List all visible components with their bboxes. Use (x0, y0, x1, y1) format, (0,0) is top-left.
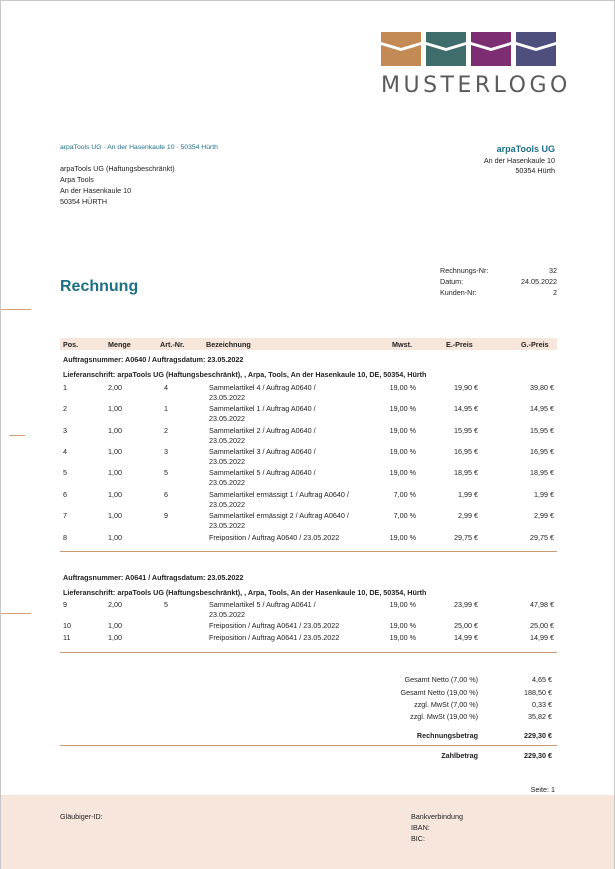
group-divider (60, 652, 557, 653)
cell-bezeichnung (209, 621, 339, 631)
cell-bezeichnung (209, 426, 316, 445)
total-value: 229,30 € (524, 731, 552, 740)
delivery-address: Lieferanschrift: arpaTools UG (Haftungsbeschränkt), , Arpa, Tools, An der Hasenkaule 10, DE, 50354, Hürth (63, 370, 427, 379)
bezeichnung-line: Sammelartikel ermässigt 1 / Auftrag A0640 / (209, 490, 349, 499)
cell-menge: 1,00 (108, 447, 122, 456)
company-street: An der Hasenkaule 10 (483, 156, 555, 165)
totals-divider (60, 745, 557, 746)
footer (1, 795, 614, 869)
cell-mwst: 7,00 % (393, 490, 416, 499)
cell-art: 2 (164, 426, 168, 435)
punch-mark (9, 435, 25, 436)
bezeichnung-line: Freiposition / Auftrag A0641 / 23.05.2022 (209, 621, 340, 630)
cell-bezeichnung (209, 404, 316, 423)
cell-art: 4 (164, 383, 168, 392)
payment-amount-value: 229,30 € (524, 751, 552, 760)
cell-menge: 1,00 (108, 633, 122, 642)
cell-mwst: 19,00 % (389, 404, 416, 413)
bezeichnung-line: 23.05.2022 (209, 413, 245, 423)
cell-bezeichnung (209, 468, 316, 487)
cell-gpreis: 15,95 € (530, 426, 554, 435)
meta-value: 2 (553, 288, 557, 297)
bezeichnung-line: 23.05.2022 (209, 609, 245, 619)
cell-epreis: 29,75 € (454, 533, 478, 542)
cell-mwst: 7,00 % (393, 511, 416, 520)
recipient-line: Arpa Tools (60, 175, 94, 184)
meta-label: Datum: (440, 277, 464, 286)
cell-bezeichnung (209, 490, 349, 509)
meta-label: Rechnungs-Nr: (440, 266, 489, 275)
logo-tiles (381, 32, 557, 66)
bezeichnung-line: Freiposition / Auftrag A0641 / 23.05.2022 (209, 633, 340, 642)
company-block (484, 144, 555, 176)
cell-pos: 8 (63, 533, 67, 542)
cell-menge: 2,00 (108, 383, 122, 392)
cell-art: 9 (164, 511, 168, 520)
cell-bezeichnung (209, 447, 316, 466)
total-value: 35,82 € (528, 712, 552, 721)
cell-gpreis: 16,95 € (530, 447, 554, 456)
recipient-line: arpaTools UG (Haftungsbeschränkt) (60, 164, 175, 173)
cell-mwst: 19,00 % (389, 533, 416, 542)
bezeichnung-line: Sammelartikel ermässigt 2 / Auftrag A0640 / (209, 511, 349, 520)
logo-tile-top (381, 32, 421, 48)
total-value: 0,33 € (532, 700, 552, 709)
cell-gpreis: 2,99 € (534, 511, 554, 520)
cell-gpreis: 39,80 € (530, 383, 554, 392)
cell-menge: 1,00 (108, 533, 122, 542)
cell-epreis: 19,90 € (454, 383, 478, 392)
bezeichnung-line: Sammelartikel 5 / Auftrag A0641 / (209, 600, 316, 609)
logo-tile-bottom (426, 45, 466, 66)
company-name: arpaTools UG (496, 144, 555, 154)
total-value: 188,50 € (524, 688, 552, 697)
cell-bezeichnung (209, 600, 316, 619)
sender-line: arpaTools UG · An der Hasenkaule 10 · 50354 Hürth (60, 144, 218, 151)
bezeichnung-line: 23.05.2022 (209, 435, 245, 445)
cell-epreis: 23,99 € (454, 600, 478, 609)
bezeichnung-line: 23.05.2022 (209, 392, 245, 402)
cell-gpreis: 1,99 € (534, 490, 554, 499)
logo-tile-bottom (381, 45, 421, 66)
cell-pos: 6 (63, 490, 67, 499)
cell-pos: 2 (63, 404, 67, 413)
meta-customer-number (440, 287, 557, 298)
cell-menge: 1,00 (108, 468, 122, 477)
cell-mwst: 19,00 % (389, 447, 416, 456)
iban-label: IBAN: (411, 823, 430, 832)
cell-menge: 1,00 (108, 511, 122, 520)
cell-gpreis: 18,95 € (530, 468, 554, 477)
bezeichnung-line: Sammelartikel 2 / Auftrag A0640 / (209, 426, 316, 435)
cell-epreis: 14,99 € (454, 633, 478, 642)
cell-epreis: 16,95 € (454, 447, 478, 456)
total-label: Rechnungsbetrag (416, 731, 478, 740)
cell-art: 6 (164, 490, 168, 499)
bezeichnung-line: Freiposition / Auftrag A0640 / 23.05.2022 (209, 533, 340, 542)
invoice-meta (440, 265, 557, 298)
logo-tile-top (516, 32, 556, 48)
bezeichnung-line: 23.05.2022 (209, 456, 245, 466)
logo-tile-bottom (471, 45, 511, 66)
total-label: Gesamt Netto (7,00 %) (404, 675, 478, 684)
logo-tile-top (471, 32, 511, 48)
cell-menge: 2,00 (108, 600, 122, 609)
order-heading: Auftragsnummer: A0640 / Auftragsdatum: 23.05.2022 (63, 355, 244, 364)
cell-mwst: 19,00 % (389, 600, 416, 609)
cell-epreis: 2,99 € (458, 511, 478, 520)
cell-pos: 9 (63, 600, 67, 609)
fold-mark (1, 309, 31, 310)
cell-gpreis: 14,95 € (530, 404, 554, 413)
page-number: Seite: 1 (530, 785, 555, 794)
bezeichnung-line: Sammelartikel 3 / Auftrag A0640 / (209, 447, 316, 456)
cell-mwst: 19,00 % (389, 383, 416, 392)
delivery-address: Lieferanschrift: arpaTools UG (Haftungsbeschränkt), , Arpa, Tools, An der Hasenkaule 10, DE, 50354, Hürth (63, 588, 427, 597)
col-mwst: Mwst. (392, 340, 412, 349)
cell-art: 5 (164, 468, 168, 477)
cell-mwst: 19,00 % (389, 633, 416, 642)
logo-tile-bottom (516, 45, 556, 66)
total-value: 4,65 € (532, 675, 552, 684)
order-heading: Auftragsnummer: A0641 / Auftragsdatum: 23.05.2022 (63, 573, 244, 582)
cell-pos: 4 (63, 447, 67, 456)
fold-mark (1, 613, 31, 614)
creditor-id-label: Gläubiger-ID: (60, 812, 103, 821)
cell-pos: 10 (63, 621, 71, 630)
cell-pos: 1 (63, 383, 67, 392)
bic-label: BIC: (411, 834, 425, 843)
logo-tile-top (426, 32, 466, 48)
bezeichnung-line: Sammelartikel 5 / Auftrag A0640 / (209, 468, 316, 477)
cell-gpreis: 14,99 € (530, 633, 554, 642)
cell-menge: 1,00 (108, 621, 122, 630)
cell-bezeichnung (209, 383, 316, 402)
table-header (60, 338, 557, 350)
cell-bezeichnung (209, 533, 339, 543)
cell-bezeichnung (209, 511, 349, 530)
document-title: Rechnung (60, 278, 139, 295)
cell-art: 3 (164, 447, 168, 456)
meta-invoice-number (440, 265, 557, 276)
cell-epreis: 25,00 € (454, 621, 478, 630)
col-bezeichnung: Bezeichnung (206, 340, 251, 349)
cell-art: 5 (164, 600, 168, 609)
group-divider (60, 551, 557, 552)
col-gpreis: G.-Preis (521, 340, 549, 349)
cell-epreis: 18,95 € (454, 468, 478, 477)
bezeichnung-line: Sammelartikel 4 / Auftrag A0640 / (209, 383, 316, 392)
recipient-line: 50354 HÜRTH (60, 197, 108, 206)
cell-bezeichnung (209, 633, 339, 643)
bezeichnung-line: 23.05.2022 (209, 499, 245, 509)
cell-epreis: 15,95 € (454, 426, 478, 435)
cell-pos: 11 (63, 633, 71, 642)
cell-gpreis: 29,75 € (530, 533, 554, 542)
logo-text: MUSTERLOGO (381, 73, 571, 98)
bezeichnung-line: Sammelartikel 1 / Auftrag A0640 / (209, 404, 316, 413)
recipient-line: An der Hasenkaule 10 (60, 186, 132, 195)
meta-value: 24.05.2022 (521, 277, 557, 286)
total-label: zzgl. MwSt (19,00 %) (410, 712, 478, 721)
cell-mwst: 19,00 % (389, 621, 416, 630)
cell-pos: 7 (63, 511, 67, 520)
col-pos: Pos. (63, 340, 79, 349)
col-art: Art.-Nr. (160, 340, 185, 349)
meta-date (440, 276, 557, 287)
recipient-address (60, 163, 175, 207)
cell-epreis: 1,99 € (458, 490, 478, 499)
bezeichnung-line: 23.05.2022 (209, 520, 245, 530)
cell-menge: 1,00 (108, 490, 122, 499)
cell-mwst: 19,00 % (389, 468, 416, 477)
cell-menge: 1,00 (108, 404, 122, 413)
payment-amount-label: Zahlbetrag (441, 751, 478, 760)
cell-pos: 5 (63, 468, 67, 477)
cell-pos: 3 (63, 426, 67, 435)
bank-label: Bankverbindung (411, 812, 463, 821)
cell-mwst: 19,00 % (389, 426, 416, 435)
col-menge: Menge (108, 340, 131, 349)
cell-menge: 1,00 (108, 426, 122, 435)
cell-art: 1 (164, 404, 168, 413)
meta-label: Kunden-Nr: (440, 288, 477, 297)
meta-value: 32 (549, 266, 557, 275)
total-label: Gesamt Netto (19,00 %) (400, 688, 478, 697)
col-epreis: E.-Preis (446, 340, 473, 349)
total-label: zzgl. MwSt (7,00 %) (414, 700, 478, 709)
cell-epreis: 14,95 € (454, 404, 478, 413)
company-city: 50354 Hürth (515, 166, 555, 175)
bezeichnung-line: 23.05.2022 (209, 477, 245, 487)
cell-gpreis: 25,00 € (530, 621, 554, 630)
cell-gpreis: 47,98 € (530, 600, 554, 609)
